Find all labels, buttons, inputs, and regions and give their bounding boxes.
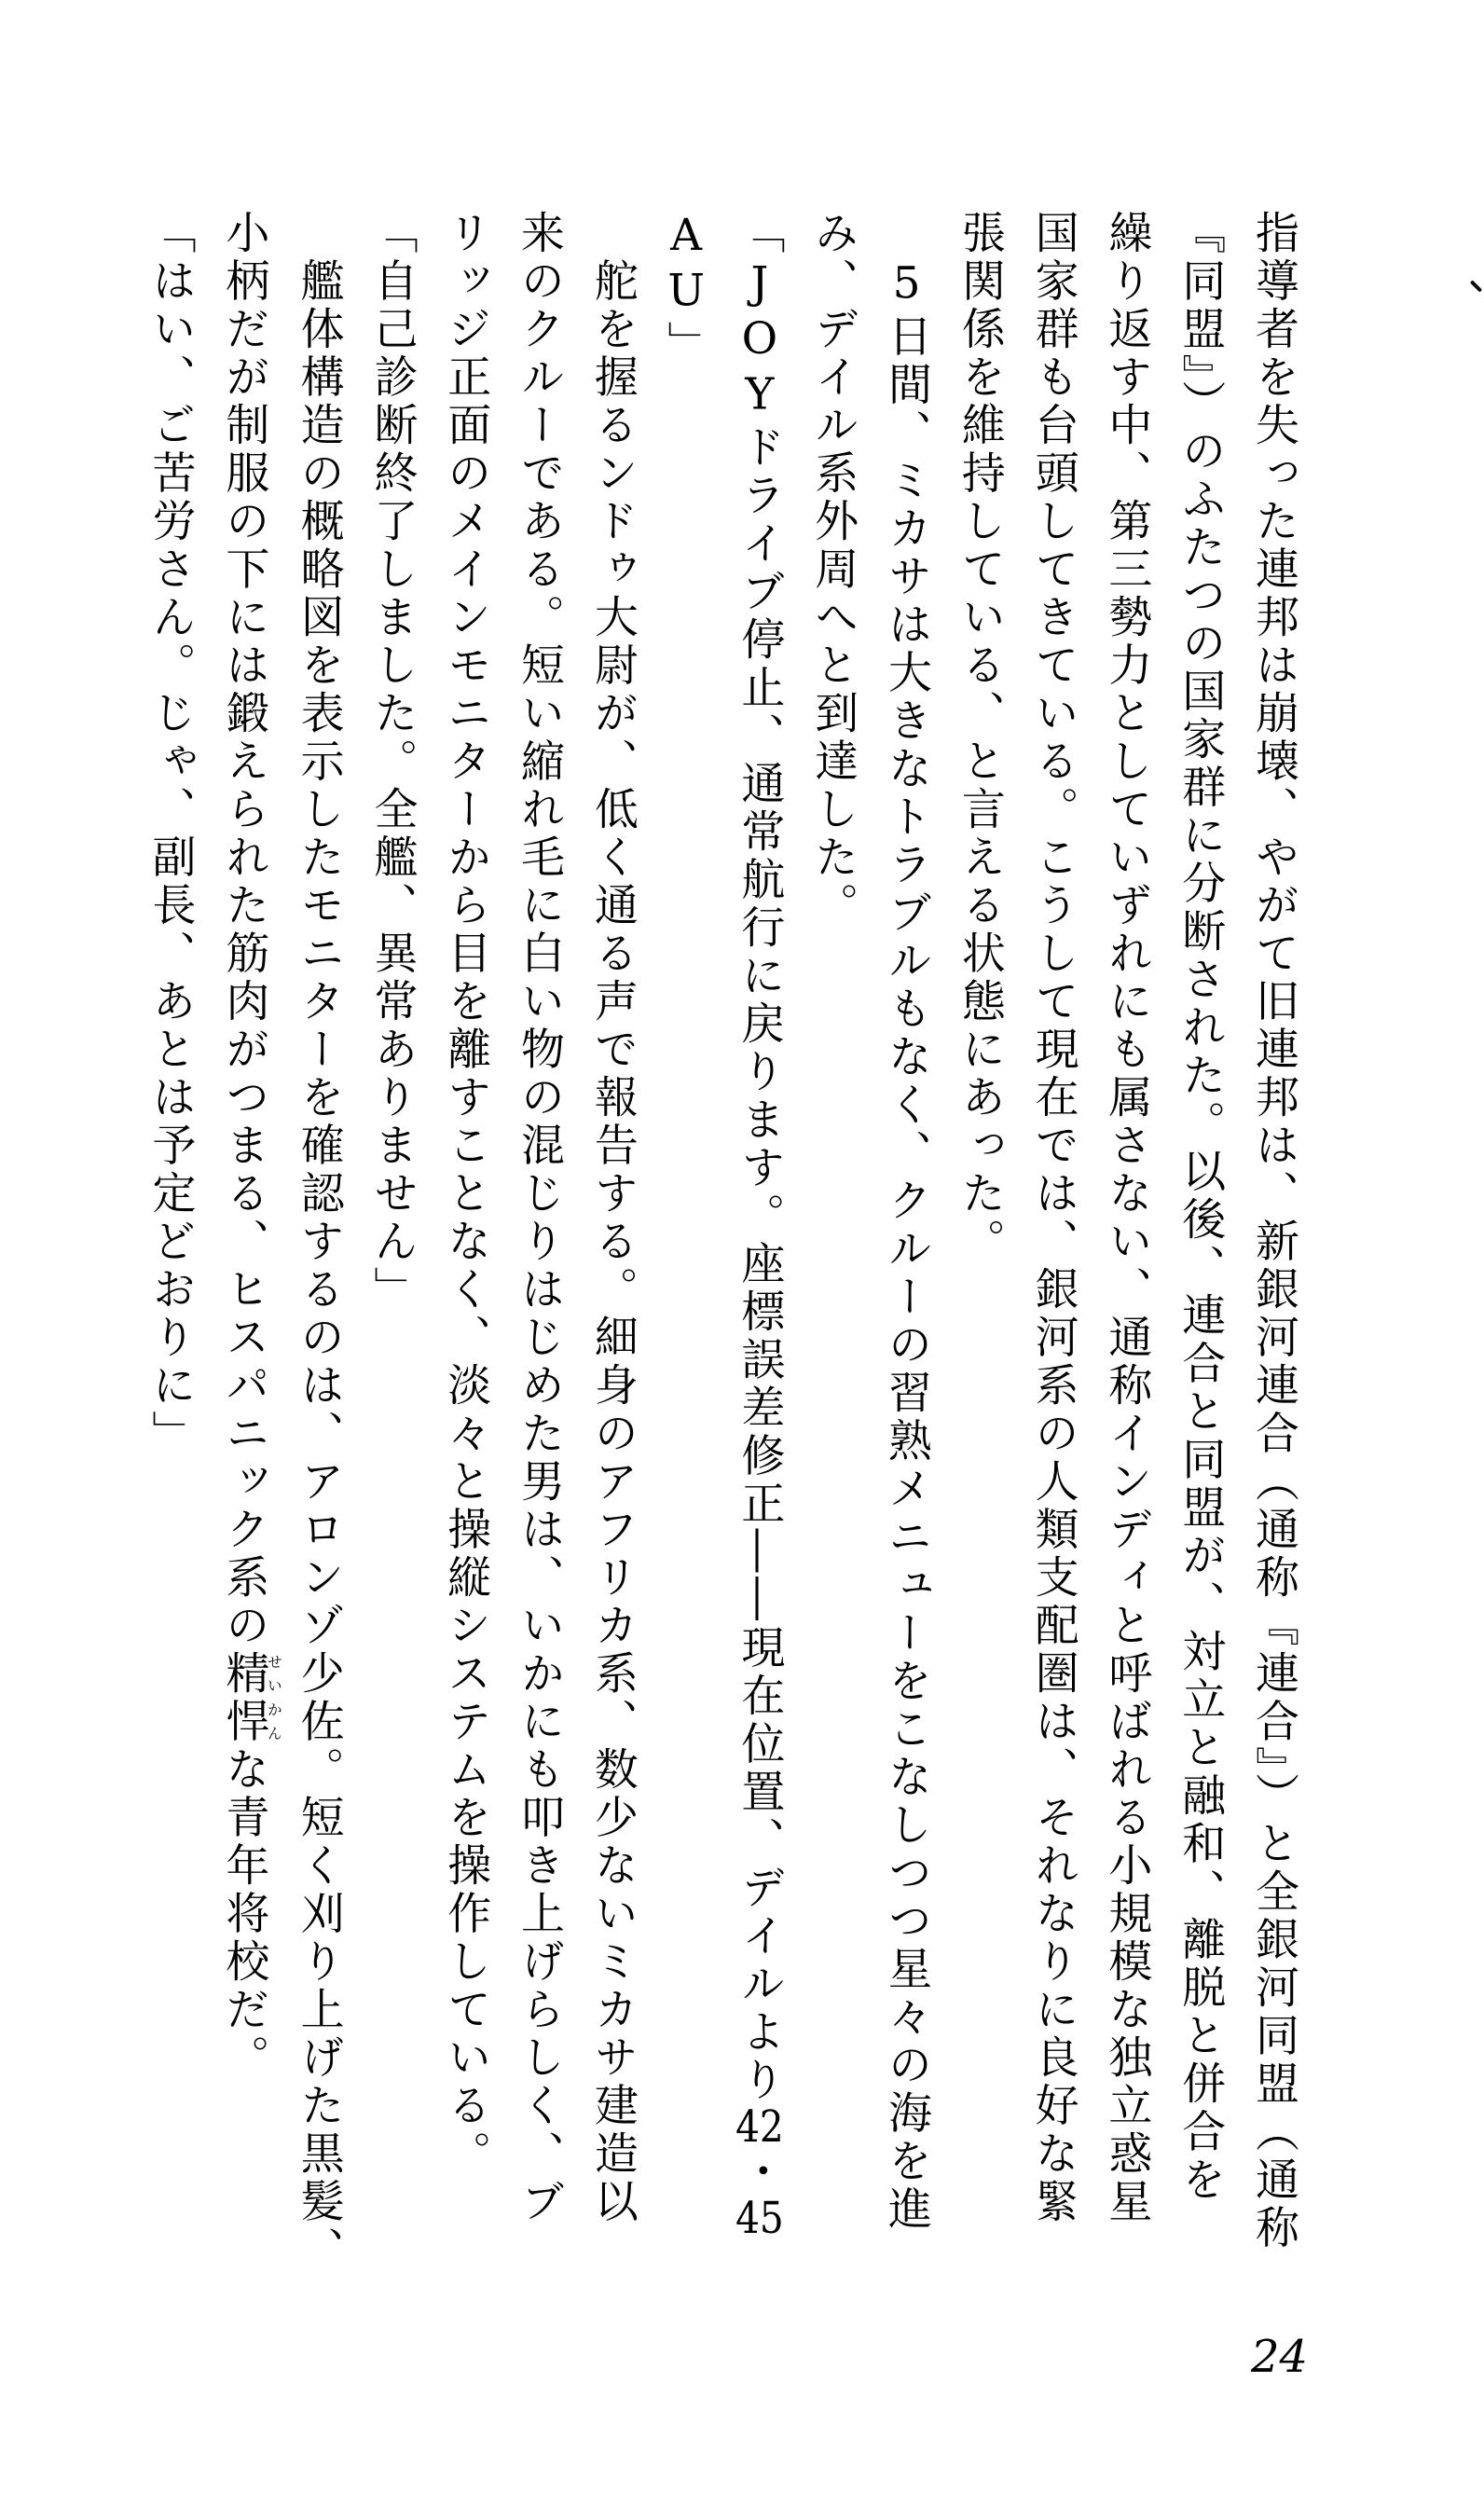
text-run: 小柄だが制服の下には鍛えられた筋肉がつまる、ヒスパニック系の bbox=[218, 210, 270, 1650]
text-run: み、デイル系外周へと到達した。 bbox=[807, 210, 859, 930]
text-column bbox=[428, 210, 502, 2275]
text-column bbox=[1162, 210, 1236, 2275]
text-column bbox=[1016, 210, 1090, 2275]
ruby-base-text: 精悍 bbox=[218, 1650, 270, 1746]
text-run: 『同盟』）のふたつの国家群に分断された。以後、連合と同盟が、対立と融和、離脱と併合を bbox=[1175, 210, 1227, 2205]
upright-latin-run: JOY bbox=[734, 257, 786, 424]
text-run bbox=[881, 210, 932, 258]
text-column bbox=[869, 210, 942, 2275]
text-column bbox=[282, 210, 355, 2275]
text-run: リッジ正面のメインモニターから目を離すことなく、淡々と操縦システムを操作している。 bbox=[440, 210, 492, 2179]
text-run: 国家群も台頭してきている。こうして現在では、銀河系の人類支配圏は、それなりに良好な緊 bbox=[1027, 210, 1079, 2226]
ruby-furigana-text: せいかん bbox=[265, 1650, 283, 1746]
text-column bbox=[207, 210, 282, 2275]
text-column bbox=[649, 210, 722, 2275]
tatechuyoko-number: 45 bbox=[735, 2196, 784, 2240]
upright-latin-run: 5 bbox=[881, 257, 933, 313]
ruby-annotated-word bbox=[218, 1650, 283, 1746]
text-run: な青年将校だ。 bbox=[218, 1746, 270, 2083]
scan-artifact-mark bbox=[1470, 280, 1482, 292]
text-run: 繰り返す中、第三勢力としていずれにも属さない、通称インディと呼ばれる小規模な独立惑星 bbox=[1101, 210, 1153, 2226]
text-run: 指導者を失った連邦は崩壊、やがて旧連邦は、新銀河連合（通称『連合』）と全銀河同盟（通称 bbox=[1248, 210, 1299, 2252]
text-run: 来のクルーである。短い縮れ毛に白い物の混じりはじめた男は、いかにも叩き上げらしく、ブ bbox=[514, 210, 566, 2226]
text-block bbox=[134, 210, 1310, 2275]
upright-latin-run: AU bbox=[660, 210, 712, 321]
text-run: 張関係を維持している、と言える状態にあった。 bbox=[954, 210, 1006, 1266]
text-column bbox=[722, 210, 796, 2275]
tatechuyoko-number: 42 bbox=[735, 2104, 784, 2149]
page-number: 24 bbox=[1251, 2331, 1309, 2383]
text-column bbox=[133, 210, 207, 2275]
text-run: 舵を握るンドゥ大尉が、低く通る声で報告する。細身のアフリカ系、数少ないミカサ建造以 bbox=[586, 210, 639, 2226]
text-column bbox=[942, 210, 1016, 2275]
text-run: 「自己診断終了しました。全艦、異常ありません」 bbox=[366, 210, 419, 1315]
text-column bbox=[1090, 210, 1163, 2275]
text-column bbox=[575, 210, 649, 2275]
text-column bbox=[795, 210, 869, 2275]
text-run: 艦体構造の概略図を表示したモニターを確認するのは、アロンゾ少佐。短く刈り上げた黒髪、 bbox=[293, 210, 345, 2275]
text-column bbox=[502, 210, 575, 2275]
text-run: ・ bbox=[734, 2148, 786, 2196]
text-run: 「 bbox=[734, 210, 786, 258]
text-run: 」 bbox=[660, 321, 712, 369]
text-run: ドライブ停止、通常航行に戻ります。座標誤差修正――現在位置、デイルより bbox=[734, 424, 786, 2105]
text-column bbox=[1236, 210, 1310, 2275]
text-run: 日間、ミカサは大きなトラブルもなく、クルーの習熟メニューをこなしつつ星々の海を進 bbox=[881, 313, 933, 2234]
text-column bbox=[355, 210, 429, 2275]
text-run: 「はい、ご苦労さん。じゃ、副長、あとは予定どおりに」 bbox=[144, 210, 197, 1458]
